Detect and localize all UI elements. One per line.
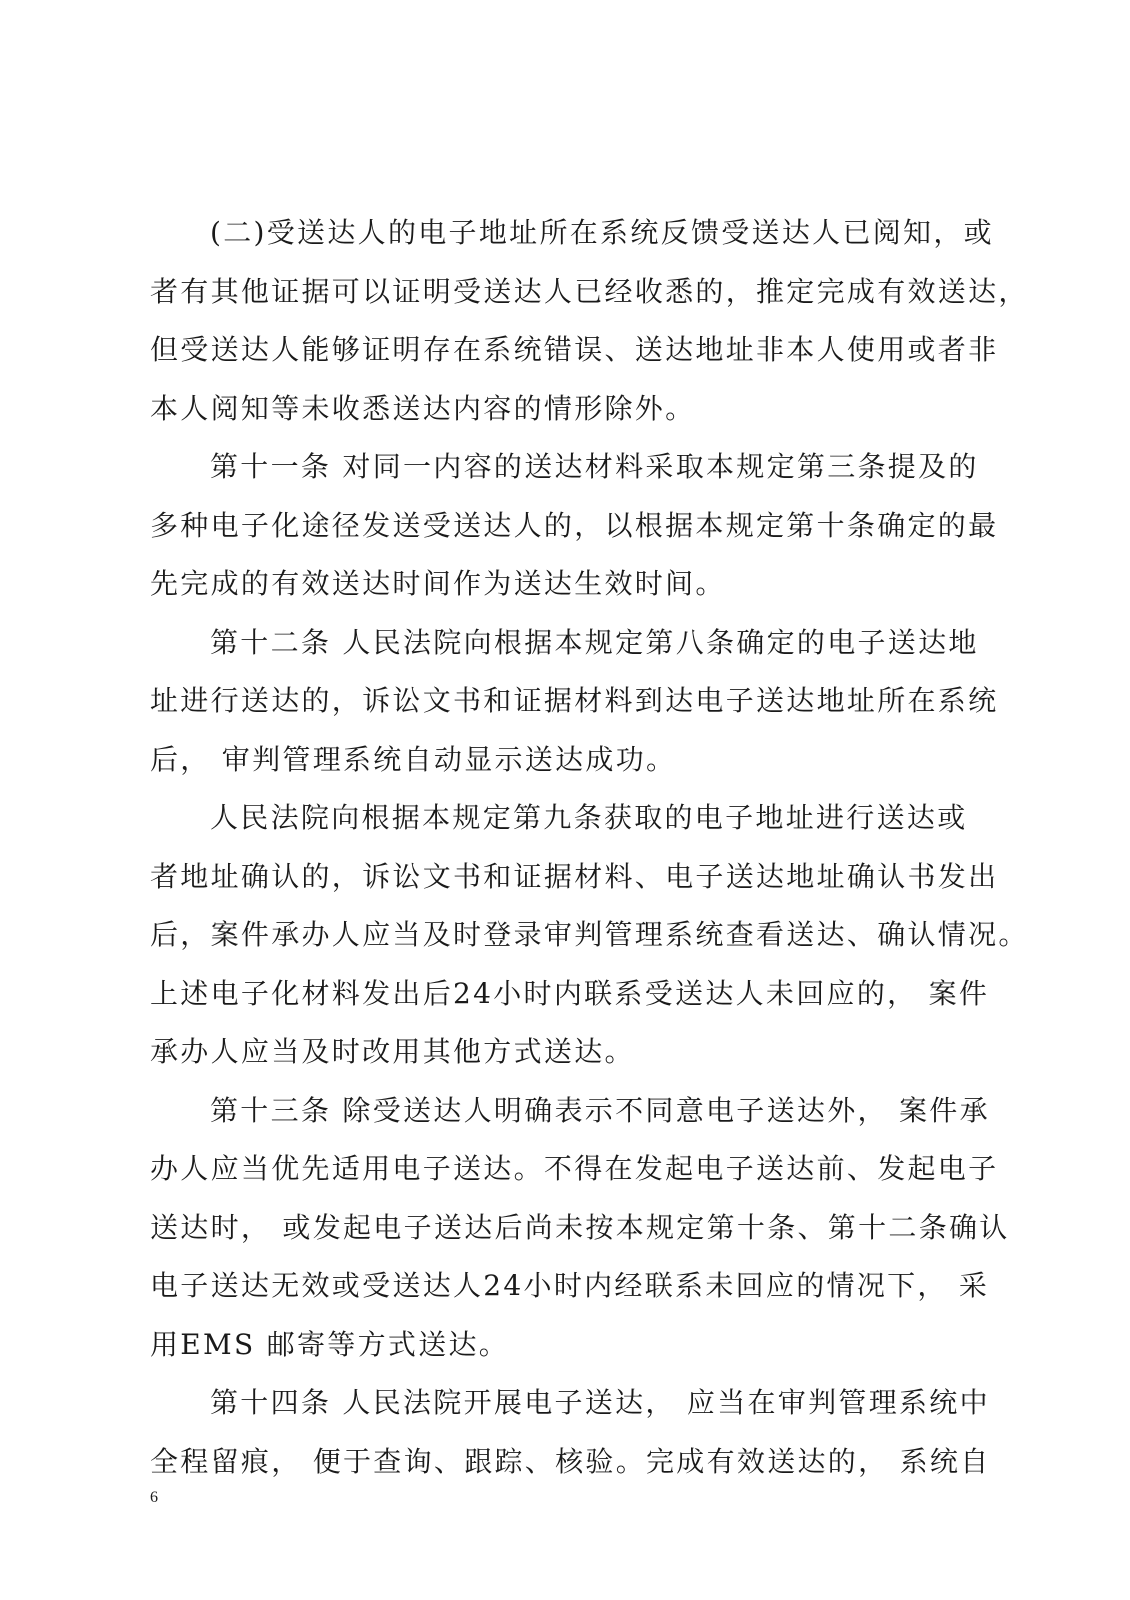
article-14-line: 第十四条 人民法院开展电子送达， 应当在审判管理系统中 <box>210 1386 990 1419</box>
text-line: 址进行送达的，诉讼文书和证据材料到达电子送达地址所在系统 <box>150 684 999 717</box>
article-12-line: 第十二条 人民法院向根据本规定第八条确定的电子送达地 <box>210 625 979 659</box>
body-text <box>150 204 1029 1491</box>
article-13-line: 第十三条 除受送达人明确表示不同意电子送达外， 案件承 <box>210 1093 990 1127</box>
text-line: 后，案件承办人应当及时登录审判管理系统查看送达、确认情况。 <box>150 918 1029 951</box>
text-line: 者有其他证据可以证明受送达人已经收悉的，推定完成有效送达， <box>150 274 1029 308</box>
text-line: 者地址确认的，诉讼文书和证据材料、电子送达地址确认书发出 <box>150 859 999 893</box>
text-line: 先完成的有效送达时间作为送达生效时间。 <box>150 567 726 600</box>
page-number: 6 <box>150 1489 158 1506</box>
text-line: 用EMS 邮寄等方式送达。 <box>150 1327 510 1361</box>
text-line: 但受送达人能够证明存在系统错误、送达地址非本人使用或者非 <box>150 333 999 366</box>
text-line: 人民法院向根据本规定第九条获取的电子地址进行送达或 <box>210 801 968 834</box>
text-line: 后， 审判管理系统自动显示送达成功。 <box>150 742 677 776</box>
text-line: 承办人应当及时改用其他方式送达。 <box>150 1035 635 1068</box>
text-line: 上述电子化材料发出后24小时内联系受送达人未回应的， 案件 <box>150 976 990 1010</box>
article-11-line: 第十一条 对同一内容的送达材料采取本规定第三条提及的 <box>210 450 979 483</box>
text-line: (二)受送达人的电子地址所在系统反馈受送达人已阅知，或 <box>210 216 994 249</box>
text-line: 全程留痕， 便于查询、跟踪、核验。完成有效送达的， 系统自 <box>150 1444 991 1478</box>
text-line: 送达时， 或发起电子送达后尚未按本规定第十条、第十二条确认 <box>150 1210 1010 1244</box>
text-line: 本人阅知等未收悉送达内容的情形除外。 <box>150 391 696 425</box>
text-line: 多种电子化途径发送受送达人的，以根据本规定第十条确定的最 <box>150 508 999 542</box>
text-line: 办人应当优先适用电子送达。不得在发起电子送达前、发起电子 <box>150 1152 999 1185</box>
text-line: 电子送达无效或受送达人24小时内经联系未回应的情况下， 采 <box>150 1269 990 1302</box>
